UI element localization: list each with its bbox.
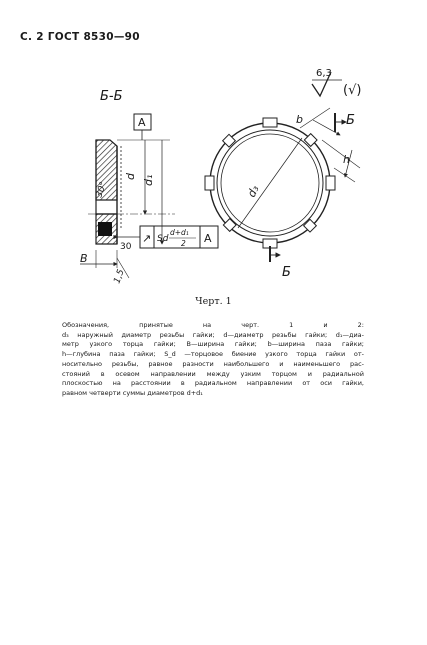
tolerance-symbol: ↗ xyxy=(142,232,152,245)
dim-b-label: b xyxy=(296,113,303,126)
roughness-symbol xyxy=(312,68,361,98)
tolerance-frame xyxy=(140,226,218,248)
section-arrow-top-label: Б xyxy=(346,113,355,128)
legend-line: h—глубина паза гайки; S_d —торцовое биение узкого торца гайки от- xyxy=(62,350,364,359)
section-arrow-bottom-label: Б xyxy=(282,265,291,280)
technical-drawing xyxy=(0,0,427,290)
tolerance-frac-den: 2 xyxy=(181,239,186,248)
legend-line: метр узкого торца гайки; В—ширина гайки; b—ширина паза гайки; xyxy=(62,340,364,349)
figure-caption: Черт. 1 xyxy=(195,296,232,307)
angle-30-top: 30° xyxy=(94,180,110,200)
roughness-value: 6,3 xyxy=(316,68,332,79)
nut-section-upper xyxy=(96,140,117,214)
legend xyxy=(62,321,364,399)
section-label: Б-Б xyxy=(100,89,123,104)
page-header: С. 2 ГОСТ 8530—90 xyxy=(20,31,140,43)
dim-d3-label: d₃ xyxy=(244,183,262,200)
dim-d1-label: d₁ xyxy=(142,174,155,186)
legend-line: равном четверти суммы диаметров d+d₁ xyxy=(62,388,203,397)
dim-h-label: h xyxy=(343,153,350,166)
nut-section-lower xyxy=(96,214,117,244)
legend-line: плоскостью на расстоянии в радиальном направлении от оси гайки, xyxy=(62,379,364,388)
roughness-extra: (√) xyxy=(343,83,362,98)
legend-line: d₃ наружный диаметр резьбы гайки; d—диаметр резьбы гайки; d₁—диа- xyxy=(62,330,364,339)
dim-B-label: В xyxy=(80,252,88,265)
angle-30-bottom: 30 xyxy=(120,242,132,252)
tolerance-datum: А xyxy=(204,232,212,245)
dim-d-label: d xyxy=(124,173,137,180)
legend-line: носительно резьбы, равное разности наибольшего и наименьшего рас- xyxy=(62,359,364,368)
tolerance-frac-num: d+d₁ xyxy=(170,228,189,237)
legend-line: стояний в осевом направлении между узким торцом и радиальной xyxy=(62,369,364,378)
legend-line: Обозначения, принятые на черт. 1 и 2: xyxy=(62,321,364,329)
datum-a-label: А xyxy=(138,116,146,129)
chamfer-label: 1,5 xyxy=(112,268,127,286)
nut-front-view xyxy=(205,118,335,248)
section-arrow-top xyxy=(335,113,355,132)
section-arrow-bottom xyxy=(270,246,291,280)
tolerance-value: Sd xyxy=(157,234,169,244)
